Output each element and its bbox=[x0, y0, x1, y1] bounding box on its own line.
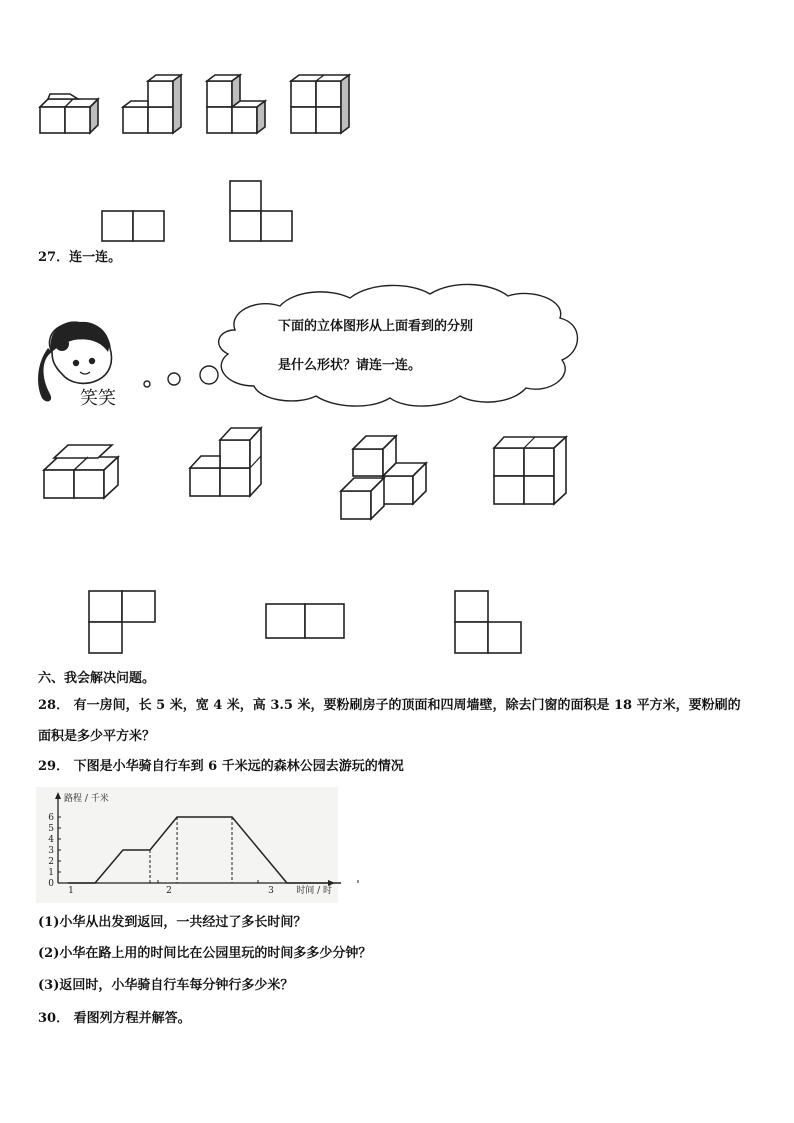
q29-sub-3: (3)返回时，小华骑自行车每分钟行多少米？ bbox=[38, 978, 294, 993]
y-tick-label: 1 bbox=[48, 868, 54, 878]
speech-line-2: 是什么形状？请连一连。 bbox=[278, 358, 422, 373]
y-tick-label: 3 bbox=[48, 846, 54, 856]
y-tick-label: 6 bbox=[48, 813, 54, 823]
x-axis-label: 时间 / 时 bbox=[296, 886, 332, 896]
q27-label: 连一连。 bbox=[69, 250, 122, 265]
x-tick-label: 1 bbox=[68, 886, 74, 896]
x-tick-label: 3 bbox=[268, 886, 274, 896]
speech-line-1: 下面的立体图形从上面看到的分别 bbox=[278, 319, 474, 334]
y-tick-label: 2 bbox=[48, 857, 54, 867]
section6-title: 六、我会解决问题。 bbox=[38, 671, 156, 686]
y-axis-arrow bbox=[55, 792, 61, 799]
distance-line bbox=[68, 817, 341, 883]
y-axis-label: 路程 / 千米 bbox=[64, 794, 109, 804]
x-tick-label: 2 bbox=[166, 886, 172, 896]
q29-chart bbox=[36, 787, 338, 903]
q29-sub-1: (1)小华从出发到返回，一共经过了多长时间？ bbox=[38, 915, 307, 930]
q27-number: 27． bbox=[38, 250, 70, 265]
y-tick-label: 0 bbox=[48, 879, 54, 889]
q27-plan-l-shape bbox=[89, 591, 155, 653]
q29-intro: 29． 下图是小华骑自行车到 6 千米远的森林公园去游玩的情况 bbox=[38, 759, 404, 774]
q27-solid-c bbox=[341, 436, 426, 519]
y-tick-label: 5 bbox=[48, 824, 54, 834]
q29-sub-2: (2)小华在路上用的时间比在公园里玩的时间多多少分钟？ bbox=[38, 946, 372, 961]
q27-solid-d bbox=[494, 437, 566, 504]
q27-solid-b bbox=[190, 428, 261, 496]
q27-solid-a bbox=[44, 445, 118, 498]
q27-plan-two-squares bbox=[266, 604, 344, 638]
distance-time-chart bbox=[36, 787, 338, 903]
character-name: 笑笑 bbox=[80, 388, 116, 409]
q28-line-1: 28． 有一房间，长 5 米，宽 4 米，高 3.5 米，要粉刷房子的顶面和四周墙壁，除去门窗的面积是 18 平方米，要粉刷的 bbox=[38, 698, 741, 713]
q27-plan-l-reversed bbox=[455, 591, 521, 653]
q30-text: 30． 看图列方程并解答。 bbox=[38, 1011, 191, 1026]
q28-line-2: 面积是多少平方米？ bbox=[38, 729, 156, 744]
y-tick-label: 4 bbox=[48, 835, 54, 845]
